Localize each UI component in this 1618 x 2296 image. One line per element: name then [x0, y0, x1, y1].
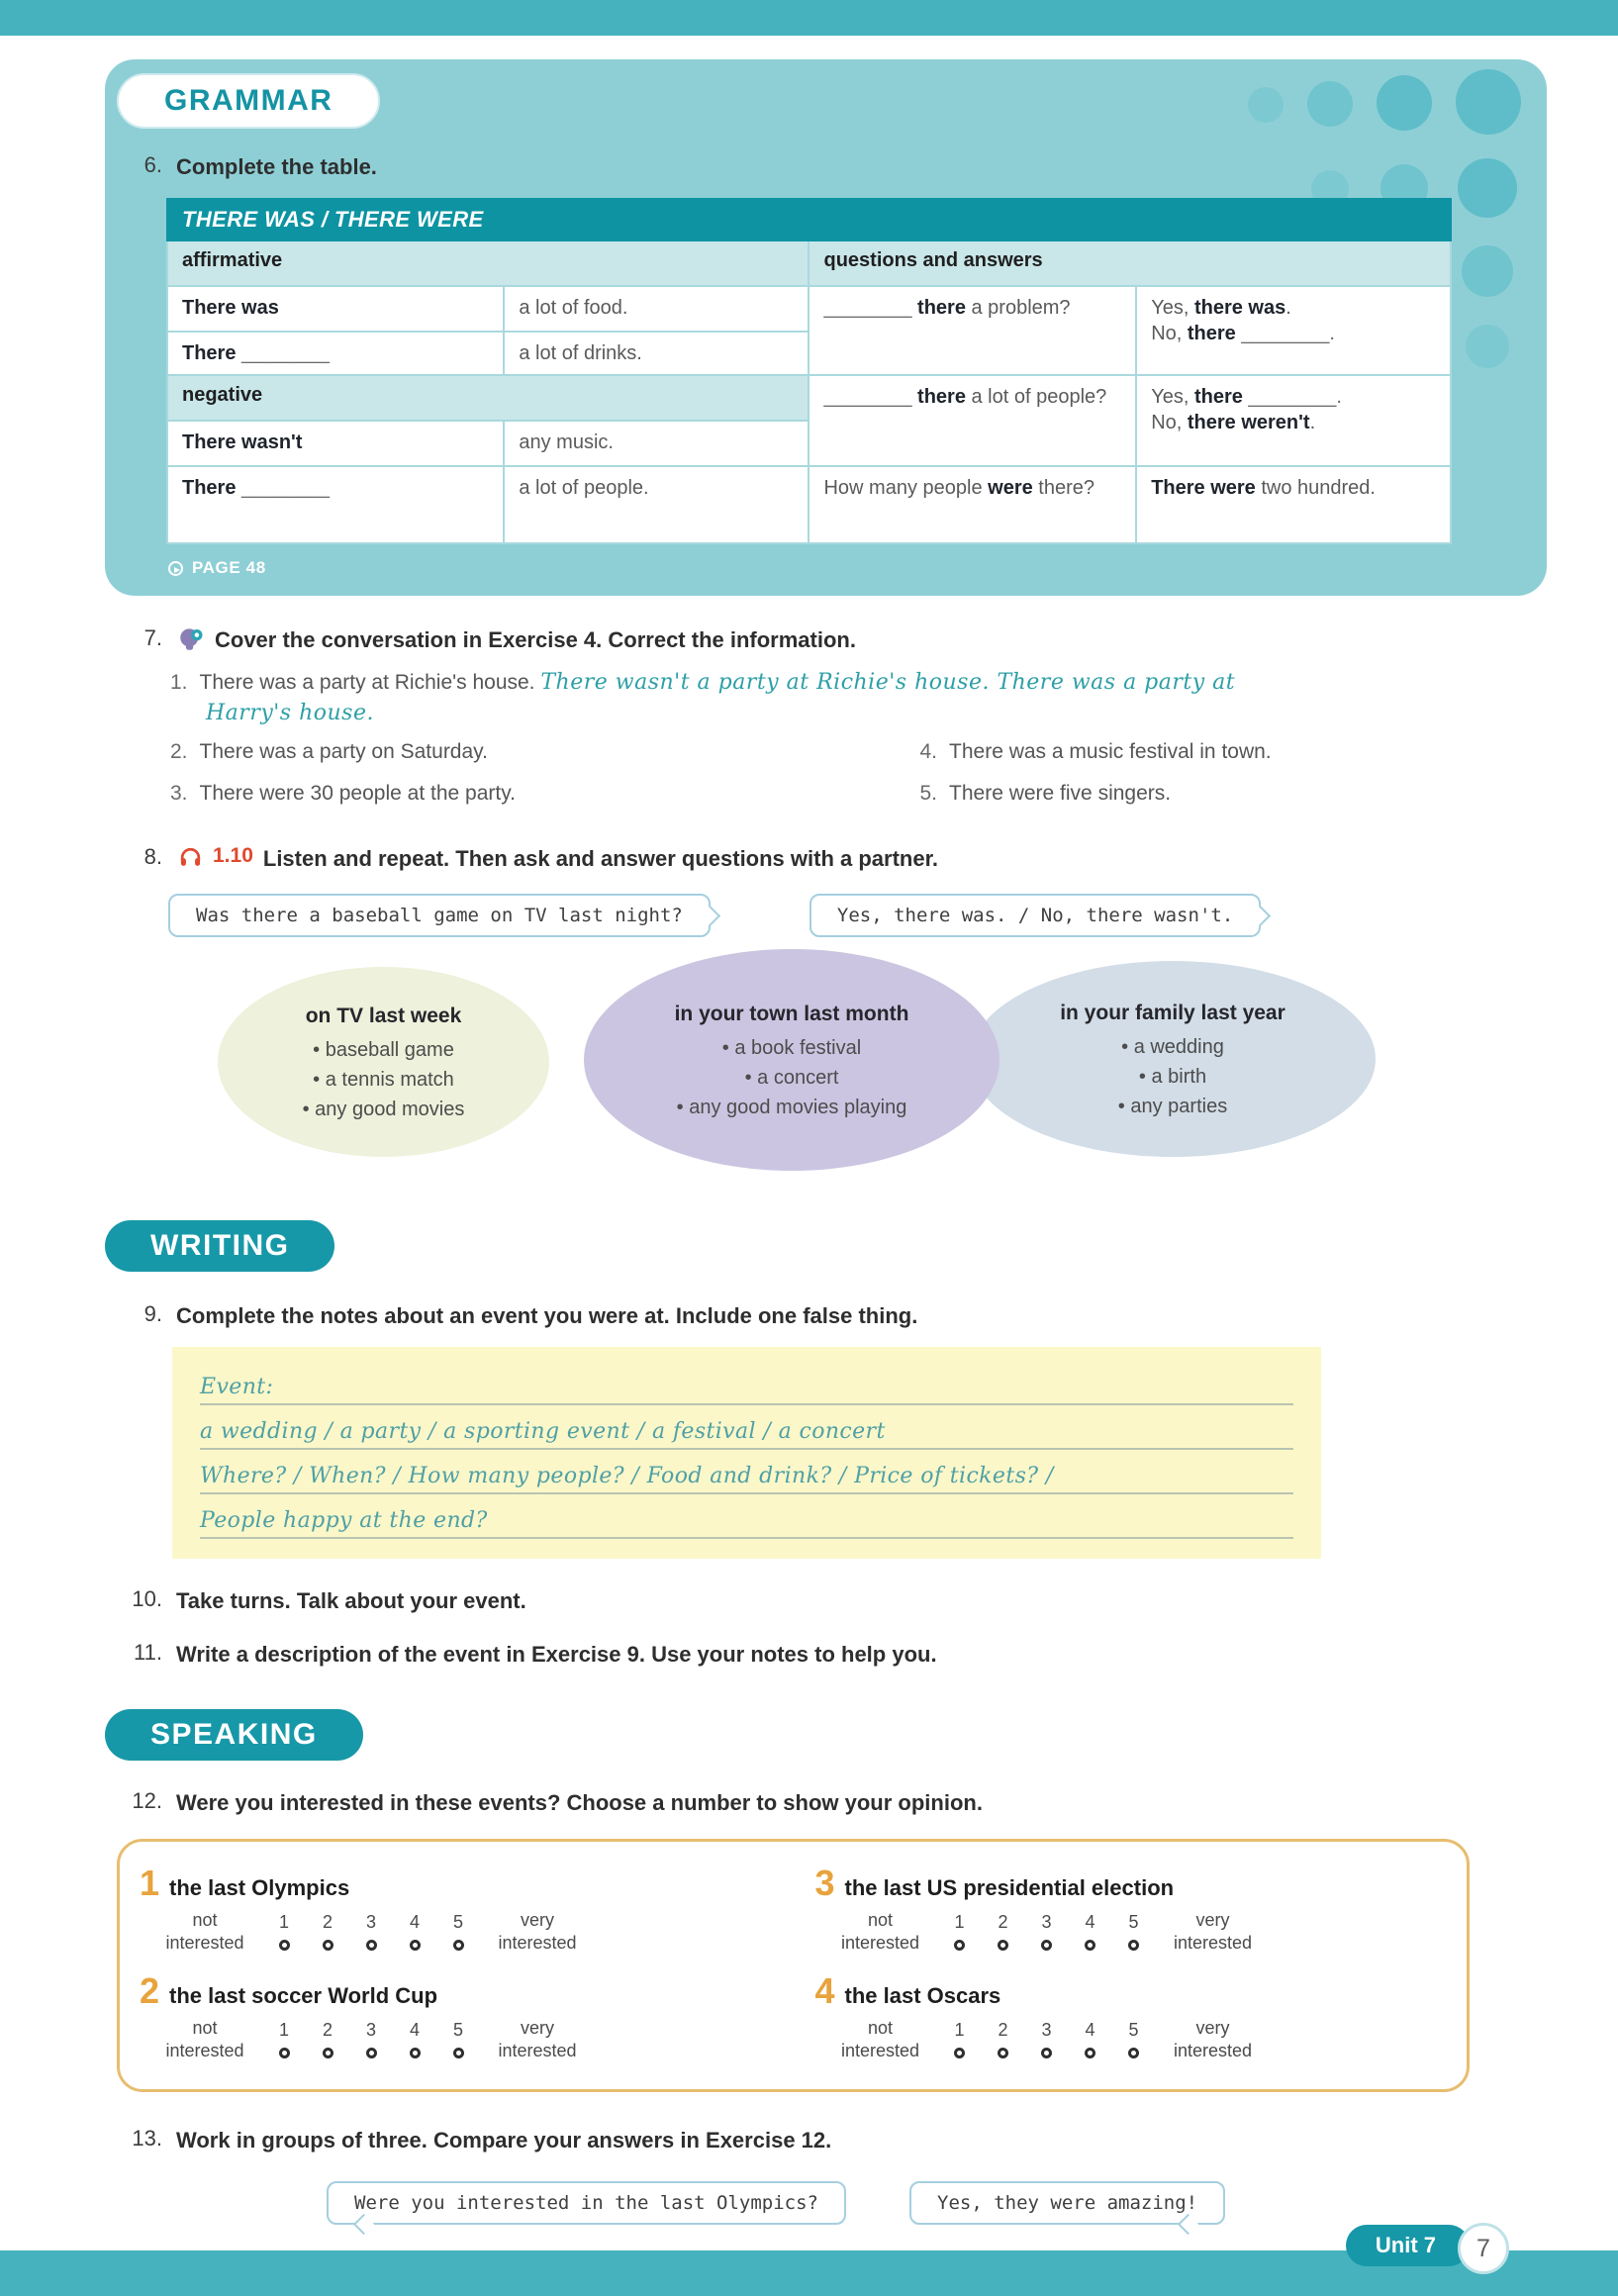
rating-high-label: very interested [498, 2018, 577, 2060]
table-cell-answer: Yes, there was. No, there ________. [1137, 287, 1450, 374]
rating-high-label: very interested [498, 1910, 577, 1953]
oval-item: • a birth [1139, 1062, 1206, 1092]
rating-circle-4[interactable] [1085, 1940, 1095, 1951]
grammar-table [166, 198, 1452, 544]
exercise-9-head [117, 1301, 1539, 1331]
oval-item: • any good movies [303, 1095, 465, 1124]
rating-circle-3[interactable] [366, 2048, 377, 2058]
table-cell: There ________ [168, 333, 503, 374]
item-number: 1 [140, 1863, 160, 1904]
oval-title: on TV last week [305, 1004, 462, 1027]
exercise-number: 9. [143, 1301, 162, 1327]
exercise-12 [0, 1788, 1618, 2093]
exercise-number: 12. [132, 1787, 162, 1813]
rating-high-label: very interested [1173, 1910, 1253, 1953]
exercise-number: 7. [143, 624, 162, 650]
exercise-instruction: Work in groups of three. Compare your answers in Exercise 12. [176, 2128, 832, 2153]
writing-section [105, 1220, 1618, 1272]
speech-bubbles [327, 2181, 1618, 2225]
speech-bubble-question: Were you interested in the last Olympics? [327, 2181, 846, 2225]
rating-row: not interested 1 2 3 4 5 very interested [155, 1909, 776, 1954]
table-cell-answer: Yes, there ________. No, there weren't. [1137, 376, 1450, 465]
exercise-number: 11. [134, 1639, 162, 1665]
table-cell: a lot of drinks. [505, 333, 808, 374]
list-item: 2. There was a party on Saturday. [170, 739, 488, 763]
item-label: the last US presidential election [844, 1875, 1175, 1901]
dot [1248, 87, 1284, 123]
exercise-number: 13. [132, 2126, 162, 2152]
oval-item: • a concert [745, 1063, 839, 1093]
list-item: 5. There were five singers. [919, 782, 1172, 806]
page-number: 7 [1458, 2223, 1509, 2274]
unit-label: Unit 7 [1346, 2225, 1470, 2266]
think-icon [178, 625, 205, 657]
rating-circle-5[interactable] [453, 2048, 464, 2058]
rating-row: not interested 1 2 3 4 5 very interested [831, 1909, 1452, 1954]
rating-circle-1[interactable] [279, 2048, 290, 2058]
exercise-11 [0, 1640, 1618, 1670]
exercise-9 [0, 1301, 1618, 1559]
note-line: People happy at the end? [200, 1494, 1293, 1539]
table-cell-question: ________ there a problem? [809, 287, 1135, 374]
item-label: the last Olympics [169, 1875, 350, 1901]
speaking-section [105, 1709, 1618, 1761]
exercise-number: 8. [143, 844, 162, 870]
table-cell-question: How many people were there? [809, 467, 1135, 542]
dot [1456, 69, 1521, 135]
exercise-8-head [117, 844, 1539, 874]
rating-circle-2[interactable] [323, 2048, 333, 2058]
notes-pad[interactable] [172, 1347, 1321, 1559]
rating-circle-2[interactable] [998, 1940, 1008, 1951]
speech-bubbles [168, 894, 1618, 937]
table-cell: There wasn't [168, 422, 503, 465]
oval-item: • a tennis match [313, 1065, 454, 1095]
prompt-oval-tv [218, 967, 549, 1157]
exercise-13 [0, 2126, 1618, 2225]
dot [1462, 245, 1513, 297]
prompt-oval-town [584, 949, 999, 1171]
oval-item: • any parties [1118, 1092, 1227, 1121]
rating-circle-5[interactable] [1128, 1940, 1139, 1951]
headphones-icon [178, 844, 203, 874]
rating-low-label: not interested [165, 2018, 244, 2060]
dot [1377, 75, 1432, 131]
opinion-item [140, 1970, 776, 2081]
section-header-writing: WRITING [105, 1220, 334, 1272]
table-cell-question: ________ there a lot of people? [809, 376, 1135, 465]
oval-title: in your town last month [674, 1002, 909, 1025]
exercise-instruction: Complete the notes about an event you were at. Include one false thing. [176, 1303, 918, 1329]
item-number: 3 [814, 1863, 835, 1904]
note-line: Where? / When? / How many people? / Food and drink? / Price of tickets? / [200, 1450, 1293, 1494]
exercise-6-head [117, 152, 1468, 182]
exercise-7-head [117, 625, 1539, 657]
oval-item: • a book festival [722, 1033, 861, 1063]
rating-high-label: very interested [1173, 2018, 1253, 2060]
table-grid [166, 241, 1452, 544]
item-text: There was a party at Richie's house. [199, 670, 535, 694]
opinion-item [140, 1863, 776, 1973]
section-header-grammar: GRAMMAR [117, 73, 380, 129]
opinion-rating-box [117, 1839, 1470, 2092]
opinion-item [814, 1970, 1452, 2081]
item-label: the last Oscars [844, 1983, 1001, 2009]
section-header-speaking: SPEAKING [105, 1709, 363, 1761]
rating-low-label: not interested [165, 1910, 244, 1953]
grammar-panel [105, 59, 1547, 596]
dot [1466, 325, 1509, 368]
page-link-label: PAGE 48 [192, 557, 266, 577]
table-cell: There was [168, 287, 503, 331]
page-link[interactable] [168, 558, 1547, 578]
item-label: the last soccer World Cup [169, 1983, 438, 2009]
table-cell: There ________ [168, 467, 503, 542]
oval-title: in your family last year [1060, 1001, 1285, 1024]
prompt-ovals [0, 947, 1618, 1187]
speech-bubble-question: Was there a baseball game on TV last night? [168, 894, 711, 937]
rating-low-label: not interested [840, 1910, 920, 1953]
exercise-7-items [0, 725, 1499, 810]
table-cell: a lot of people. [505, 467, 808, 542]
oval-item: • a wedding [1121, 1032, 1224, 1062]
note-line: Event: [200, 1361, 1293, 1405]
exercise-7 [0, 625, 1618, 810]
audio-track-number: 1.10 [213, 844, 253, 868]
item-number: 1. [170, 670, 188, 694]
item-number: 2 [140, 1970, 160, 2012]
rating-circle-2[interactable] [998, 2048, 1008, 2058]
rating-row: not interested 1 2 3 4 5 very interested [155, 2017, 776, 2061]
exercise-number: 6. [143, 152, 162, 177]
rating-circle-4[interactable] [410, 1940, 421, 1951]
exercise-8 [0, 844, 1618, 1187]
rating-circle-2[interactable] [323, 1940, 333, 1951]
exercise-instruction: Take turns. Talk about your event. [176, 1588, 526, 1614]
list-item: 3. There were 30 people at the party. [170, 782, 516, 806]
oval-item: • any good movies playing [677, 1093, 907, 1122]
table-cell: a lot of food. [505, 287, 808, 331]
rating-circle-3[interactable] [366, 1940, 377, 1951]
handwritten-answer: There wasn't a party at Richie's house. There was a party at [540, 669, 1236, 695]
top-band [0, 0, 1618, 36]
page-link-icon [168, 561, 183, 576]
rating-row: not interested 1 2 3 4 5 very interested [831, 2017, 1452, 2061]
exercise-instruction: Complete the table. [176, 154, 377, 179]
exercise-10 [0, 1586, 1618, 1616]
rating-circle-1[interactable] [279, 1940, 290, 1951]
list-item: 4. There was a music festival in town. [919, 739, 1272, 763]
speech-bubble-answer: Yes, they were amazing! [909, 2181, 1225, 2225]
oval-item: • baseball game [313, 1035, 454, 1065]
table-subheader-affirmative: affirmative [168, 241, 808, 285]
speech-bubble-answer: Yes, there was. / No, there wasn't. [809, 894, 1261, 937]
table-subheader-negative: negative [168, 376, 808, 420]
table-cell-answer: There were two hundred. [1137, 467, 1450, 542]
rating-circle-3[interactable] [1041, 2048, 1052, 2058]
exercise-instruction: Write a description of the event in Exercise 9. Use your notes to help you. [176, 1641, 937, 1667]
rating-circle-3[interactable] [1041, 1940, 1052, 1951]
exercise-instruction: Were you interested in these events? Choose a number to show your opinion. [176, 1789, 983, 1815]
rating-circle-1[interactable] [954, 2048, 965, 2058]
table-title: THERE WAS / THERE WERE [166, 198, 1452, 241]
dot [1307, 81, 1353, 127]
table-cell: any music. [505, 422, 808, 465]
rating-circle-5[interactable] [1128, 2048, 1139, 2058]
opinion-item [814, 1863, 1452, 1973]
item-number: 4 [814, 1970, 835, 2012]
rating-circle-1[interactable] [954, 1940, 965, 1951]
rating-circle-4[interactable] [410, 2048, 421, 2058]
table-subheader-questions: questions and answers [809, 241, 1450, 285]
exercise-instruction: Cover the conversation in Exercise 4. Correct the information. [215, 626, 856, 652]
exercise-number: 10. [132, 1586, 162, 1612]
rating-circle-4[interactable] [1085, 2048, 1095, 2058]
rating-low-label: not interested [840, 2018, 920, 2060]
exercise-instruction: Listen and repeat. Then ask and answer questions with a partner. [262, 846, 939, 872]
list-item [170, 667, 1618, 699]
rating-circle-5[interactable] [453, 1940, 464, 1951]
prompt-oval-family [970, 961, 1376, 1157]
note-line: a wedding / a party / a sporting event / a festival / a concert [200, 1405, 1293, 1450]
handwritten-answer: Harry's house. [206, 700, 374, 725]
